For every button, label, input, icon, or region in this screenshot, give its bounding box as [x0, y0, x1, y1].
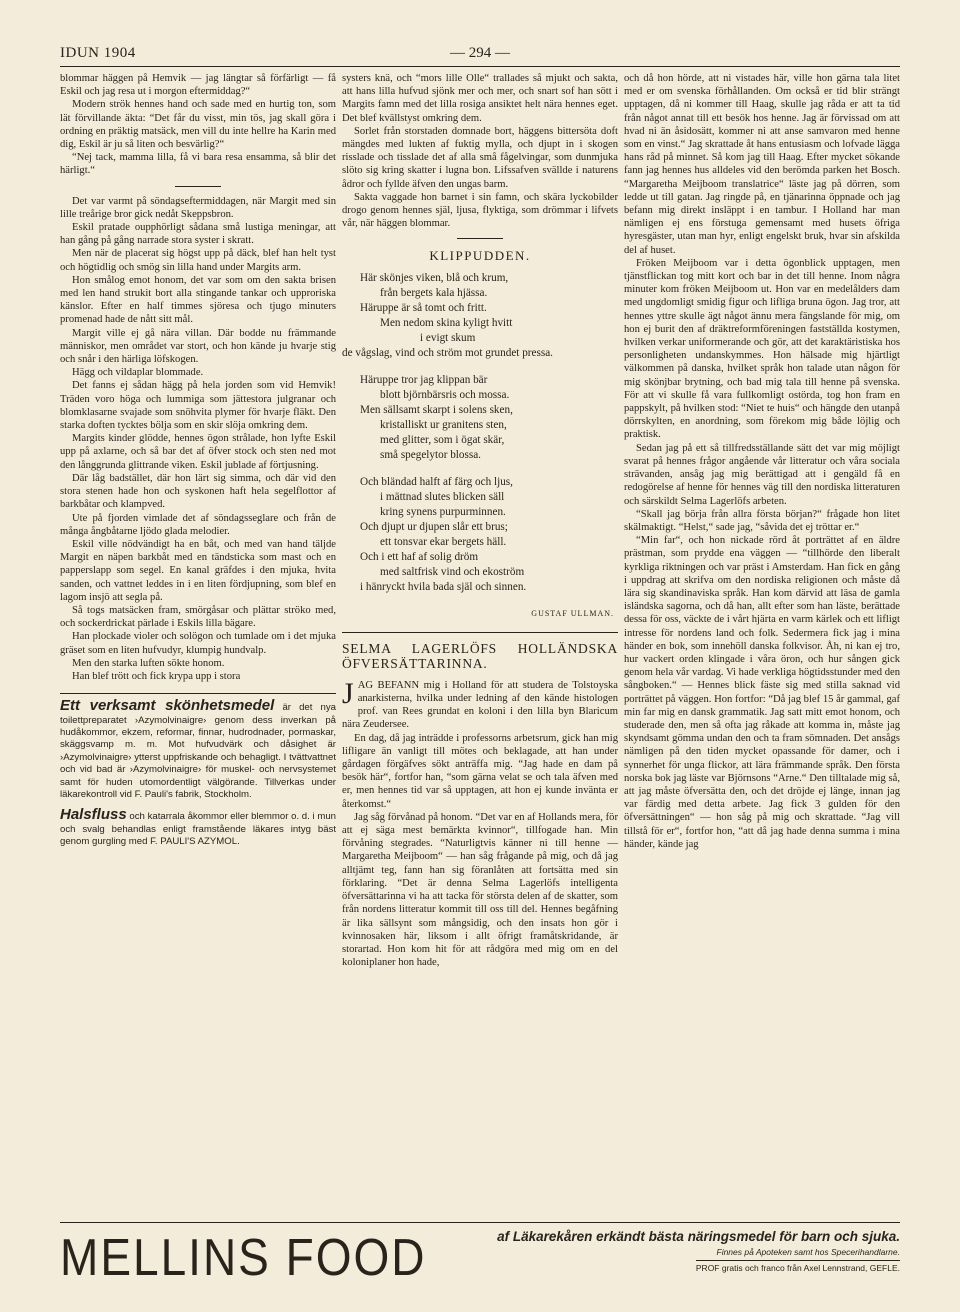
mellins-tagline-block: [440, 1229, 900, 1276]
paragraph: Jag såg förvånad på honom. “Det var en af Hollands mera, för att ej säga mest bemärkta kvinnor“, tillfogade han. Min förvåning stegrades. “Naturligtvis känner ni till henne — Margaretha Meijboom“ — han såg frågande på mig, och då jag alltjämt teg, fann han sig föranlåten att fortsätta med sin förklaring. “Det är denna Selma Lagerlöfs intelligenta öfversättarinna vi ha att tacka för största delen af de skatter, som från nordens litteratur kommit till oss till del. Hennes begåfning är lika sällsynt som mångsidig, och den insats hon gör i kvinnosaken här, liksom i allt öfrigt framåtskridande, är storartad. Hon kom hit för att rådgöra med mig om en del koloniplaner hon hade,: [342, 811, 618, 969]
paragraph: Sakta vaggade hon barnet i sin famn, och skära lyckobilder drogo genom hennes själ, ljusa, flyktiga, som drömmar i lifvets vår, när häggen blommar.: [342, 191, 618, 230]
publication-name: IDUN 1904: [60, 45, 136, 61]
poem-line: Här skönjes viken, blå och krum,: [360, 271, 509, 284]
paragraph: Sedan jag på ett så tillfredsställande sätt det var mig möjligt svarat på hennes frågor angående vår litteratur och våra sociala strävanden, ansåg jag mig berättigad att i gengäld få en redogörelse af henne för hennes väg till den nordiska litteraturen och särskildt Selma Lagerlöfs arbeten.: [624, 442, 900, 507]
poem-line: blott björnbärsris och mossa.: [380, 388, 510, 401]
paragraph: Hägg och vildaplar blommade.: [72, 367, 204, 379]
mellins-availability: Finnes på Apoteken samt hos Specerihandlarne.: [716, 1247, 900, 1257]
paragraph: Han blef trött och fick krypa upp i stora: [72, 670, 241, 682]
paragraph: Hon smålog emot honom, det var som om den sakta brisen med len hand strukit bort alla stingande tankar och upproriska känslor. Efter en half timmes sjöresa och tjugo minuters promenad hade de nått sitt mål.: [60, 274, 336, 326]
article-title: SELMA LAGERLÖFS HOLLÄNDSKA ÖFVERSÄTTARINNA.: [342, 632, 618, 671]
column-3: [624, 72, 900, 851]
mellins-sample-offer: PROF gratis och franco från Axel Lennstrand, GEFLE.: [696, 1260, 900, 1273]
ad-headline: Halsfluss: [60, 806, 127, 824]
poem-line: Och bländad halft af färg och ljus,: [360, 475, 513, 488]
advertisement: [60, 693, 336, 848]
paragraph: En dag, då jag inträdde i professorns arbetsrum, gick han mig lifligare än vanligt till mötes och beklagade, att han under gårdagen förgäfves sökt anträffa mig. “Jag hade en dam på besök här“, fortfor han, “som gärna velat se och tala äfven med er, men hennes tid var så upptagen, att hon ej kunde invänta er återkomst.“: [342, 732, 618, 810]
paragraph: Det var varmt på söndagseftermiddagen, när Margit med sin lille treårige bror gick nedåt Skeppsbron.: [60, 195, 336, 220]
paragraph: Margit ville ej gå nära villan. Där bodde nu främmande människor, men området var stort, och hon kände ju hvarje stig och snår i den härliga löfskogen.: [60, 327, 336, 366]
paragraph: “Skall jag börja från allra första början?“ frågade hon litet skälmaktigt. “Helst,“ sade jag, “såvida det ej tröttar er.“: [624, 508, 900, 533]
poem-title: KLIPPUDDEN.: [429, 248, 531, 264]
poem-line: i mättnad slutes blicken säll: [380, 490, 505, 503]
section-divider: [457, 238, 503, 239]
mellins-food-brand: MELLINS FOOD: [60, 1228, 427, 1287]
poem-line: i evigt skum: [420, 331, 476, 344]
poem-line: ett tonsvar ekar bergets häll.: [380, 535, 507, 548]
paragraph: Fröken Meijboom var i detta ögonblick upptagen, men tjänstflickan tog mitt kort och bar in det till henne. Inom några minuter kom fröken Meijboom ut. Hon var en medelålders dam med ungdomligt smidig figur och lifliga bruna ögon. Jag tror, att hennes yttre skulle ägt något ännu mera fängslande för mig, om hon ej burit den af dräktreformföreningen fastställda kostymen, hvilken verkar uniformerande och gör, att det karaktäristiska hos personligheten undanskymmes. Hon hälsade mig hjärtligt välkommen på danska, hvilket språk hon talade utan någon för mig skönjbar brytning, och bad mig tala till henne på svenska. För att vi skulle få vara fullkomligt ostörda, tog hon fram en pappskylt, på hvilken stod: “Niet te huis“ och hängde den utanpå dörrskylten, en anordning, som förekom mig både löjlig och praktisk.: [624, 257, 900, 441]
poem-line: kristalliskt ur granitens sten,: [380, 418, 507, 431]
poem-line: de vågslag, vind och ström mot grundet pressa.: [342, 346, 553, 359]
poem-line: Men sällsamt skarpt i solens sken,: [360, 403, 513, 416]
paragraph: Sorlet från storstaden domnade bort, häggens bittersöta doft mängdes med lukten af fuktig mylla, och djupt in i skogen risslade och tisslade det af alla små fågelvingar, som dunmjuka slöto sig kring skatter i lugna bon. Lifssafven svällde i naturens ådror och fyllde äfven den ungas barm.: [342, 125, 618, 190]
drop-cap: J: [342, 676, 354, 710]
paragraph: Det fanns ej sådan hägg på hela jorden som vid Hemvik! Träden voro höga och lummiga som jättestora julgranar och blomklasarne svajade som snöhvita plymer för hvarje fläkt. Den starka doften tycktes bölja som en skir slöja omkring dem.: [60, 380, 336, 432]
column-1: [60, 72, 336, 849]
poem-line: med saltfrisk vind och ekoström: [380, 565, 525, 578]
paragraph: Modern strök hennes hand och sade med en hurtig ton, som lät förvillande äkta: “Det får du visst, min tös, jag skall göra i ordning en präktig matsäck, men vill du inte hellre ha Karin med dig, Eskil är ju så liten och besvärlig?“: [60, 99, 336, 151]
paragraph: Eskil ville nödvändigt ha en båt, och med van hand täljde Margit en näpen barkbåt med en tändsticka som mast och en papperslapp som segel. En kanal gräfdes i den mjuka, hvita sanden, och vattnet leddes in i en liten fördjupning, som blef en lagom insjö att segla på.: [60, 538, 336, 603]
paragraph: “Min far“, och hon nickade rörd åt porträttet af en äldre prästman, som prydde ena väggen — “tillhörde den liberalt kyrkliga riktningen och var präst i Amsterdam. Han fick en gång i uppdrag att skrifva om den nordiska religionen och måste då lära sig skandinaviska språk. Han kom därvid att läsa de gamla isländska sagorna, och då han, allt efter som han läste, berättade dessa för oss, väckte de i vårt hjärta en varm kärlek och ett lifligt intresse för nordens land och folk. Sedermera fick jag i mina händer en bok, som innehöll danska folkvisor. Åh, ni kan ej tro, hur vackert orden klingade i våra öron, och hur sången gick genom hela vår vardag. Vi hade verkliga högtidsstunder med den sångboken.“ — Hennes blick fäste sig med stilla saknad vid porträttet på väggen. Hon fortfor: “Då jag blef 15 år gammal, gaf min far mig en dansk grammatik. Jag satt mitt emot honom, och studerade den, men så ofta jag råkade att komma in, måste jag skyndsamt gömma undan den och ta fram sömnaden. Det ansågs nämligen på den tiden mycket opassande för damer, och i synnerhet för unga flickor, att lära främmande språk. Den första norska bok jag läste var Björnsons “Arne.“ Den tilltalade mig så, att jag måste öfversätta den, och det dröjde ej länge, innan jag var färdig med detta arbete. Jag fick 3 gulden för den öfversättningen“ — hon såg på mig och skrattade. “Jag vill tillstå för er“, fortfor hon, “att då jag hade denna summa i mina händer, kände jag: [624, 535, 900, 850]
poem-line: Häruppe tror jag klippan bär: [360, 373, 488, 386]
poem-line: Häruppe är så tomt och fritt.: [360, 301, 487, 314]
poem-line: med glitter, som i ögat skär,: [380, 433, 505, 446]
paragraph: Så togs matsäcken fram, smörgåsar och plättar ströko med, och sockerdrickat pärlade i Eskils lilla bägare.: [60, 604, 336, 630]
mellins-tagline: af Läkarekåren erkändt bästa näringsmedel för barn och sjuka.: [497, 1229, 900, 1244]
section-divider: [175, 186, 221, 187]
paragraph: “Nej tack, mamma lilla, få vi bara resa ensamma, så blir det härligt.“: [60, 152, 336, 177]
paragraph: [342, 676, 618, 732]
paragraph: systers knä, och “mors lille Olle“ trallades så mjukt och sakta, att hans lilla hufvud sjönk mer och mer, och snart sof han sött i Margits famn med det lilla rosiga ansiktet helt nära hennes eget. Det blef kvällstyst omkring dem.: [342, 73, 618, 124]
paragraph-text: AG BEFANN mig i Holland för att studera de Tolstoyska anarkisterna, hvilka under ledning af den kände histologen prof. van Rees grundat en koloni i den lilla byn Blaricum nära Zeudersee.: [342, 679, 618, 731]
ad-text: är det nya toilettpreparatet ›Azymolvinaigre› genom dess inverkan på hudåkommor, ekzem, reformar, finnar, hudrodnader, pormaskar, skäggsvamp m. m. Mot hufvudvärk och dåsighet är ›Azymolvinaigre› ytterst uppfriskande och behagligt. I tvättvattnet och vid bad är ›Azymolvinaigre› för muskel- och nervsystemet samt för huden utomordentligt välgörande. Tillverkas under läkarekontroll vid F. Pauli's fabrik, Stockholm.: [60, 702, 336, 800]
poem-line: i hänryckt hvila bada själ och sinnen.: [360, 580, 527, 593]
paragraph: Där låg badstället, där hon lärt sig simma, och där vid den stora stenen hade hon och syskonen haft hela segelflottor af barkbåtar och klampved.: [60, 472, 336, 511]
poem-line: Men nedom skina kyligt hvitt: [380, 316, 513, 329]
page-number: — 294 —: [450, 45, 510, 61]
poem-stanza: [360, 475, 618, 595]
ad-headline: Ett verksamt skönhetsmedel: [60, 697, 275, 715]
paragraph: Han plockade violer och solögon och tumlade om i det mjuka gräset som en liten hufvudyr, klumpig hundvalp.: [60, 631, 336, 656]
paragraph: Eskil pratade oupphörligt sådana små lustiga meningar, att han gång på gång narrade stora syster i skratt.: [60, 222, 336, 247]
poem-line: Och djupt ur djupen slår ett brus;: [360, 520, 508, 533]
ad-text: och katarrala åkommor eller blemmor o. d. i mun och svalg behandlas enligt framstående läkares intyg bäst genom gurgling med F. PAULI'S AZYMOL.: [60, 811, 336, 848]
paragraph: Margits kinder glödde, hennes ögon strålade, hon lyfte Eskil upp på axlarne, och så bar det af öfver stock och sten ned mot den långgrunda glittrande viken. Eskil jublade af förtjusning.: [60, 433, 336, 471]
poem-line: Och i ett haf af solig dröm: [360, 550, 479, 563]
poem-stanza: [360, 373, 618, 463]
poem-line: från bergets kala hjässa.: [380, 286, 488, 299]
poem-line: små spegelytor blossa.: [380, 448, 481, 461]
column-2: [342, 72, 618, 969]
paragraph: och då hon hörde, att ni vistades här, ville hon gärna tala litet med er om svenska förhållanden. Om också er tid blir strängt upptagen, då ni kommer till Haag, skulle jag råda er att ta tid från något annat till ett besök hos henne. Jag är förvissad om att hvad ni än åsidosätt, kommer ni att anse samvaron med henne som en vinst.“ Jag skrattade åt hans entusiasm och lofvade lägga hans råd på minnet. Så kom jag till Haag. Efter mycket sökande fann jag hennes hus alldeles vid den berömda parken het Bosch. “Margaretha Meijboom translatrice“ läste jag på dörren, som ledde ut till gatan. Jag ringde på, en tjänarinna öppnade och jag befann mig direkt insläppt i en tambur. I Holland har man nämligen ej ens förstuga gemensamt med husets öfriga hyresgäster, utan man hyr, enligt engelskt bruk, hvar sin afskilda del af huset.: [624, 73, 900, 256]
page-header: [60, 40, 900, 67]
paragraph: blommar häggen på Hemvik — jag längtar så förfärligt — få Eskil och jag resa ut i morgon eftermiddag?“: [60, 73, 336, 98]
paragraph: Men den starka luften sökte honom.: [72, 657, 225, 669]
poem-line: kring synens purpurminnen.: [380, 505, 506, 518]
paragraph: Men när de placerat sig högst upp på däck, blef han helt tyst och högtidlig och smög sin lilla hand under Margits arm.: [60, 248, 336, 273]
poem-stanza: [342, 271, 618, 361]
paragraph: Ute på fjorden vimlade det af söndagsseglare och från de många ångbåtarne ljödo glada melodier.: [60, 512, 336, 537]
poem-author: GUSTAF ULLMAN.: [531, 608, 614, 618]
footer-advertisement: [60, 1222, 900, 1287]
